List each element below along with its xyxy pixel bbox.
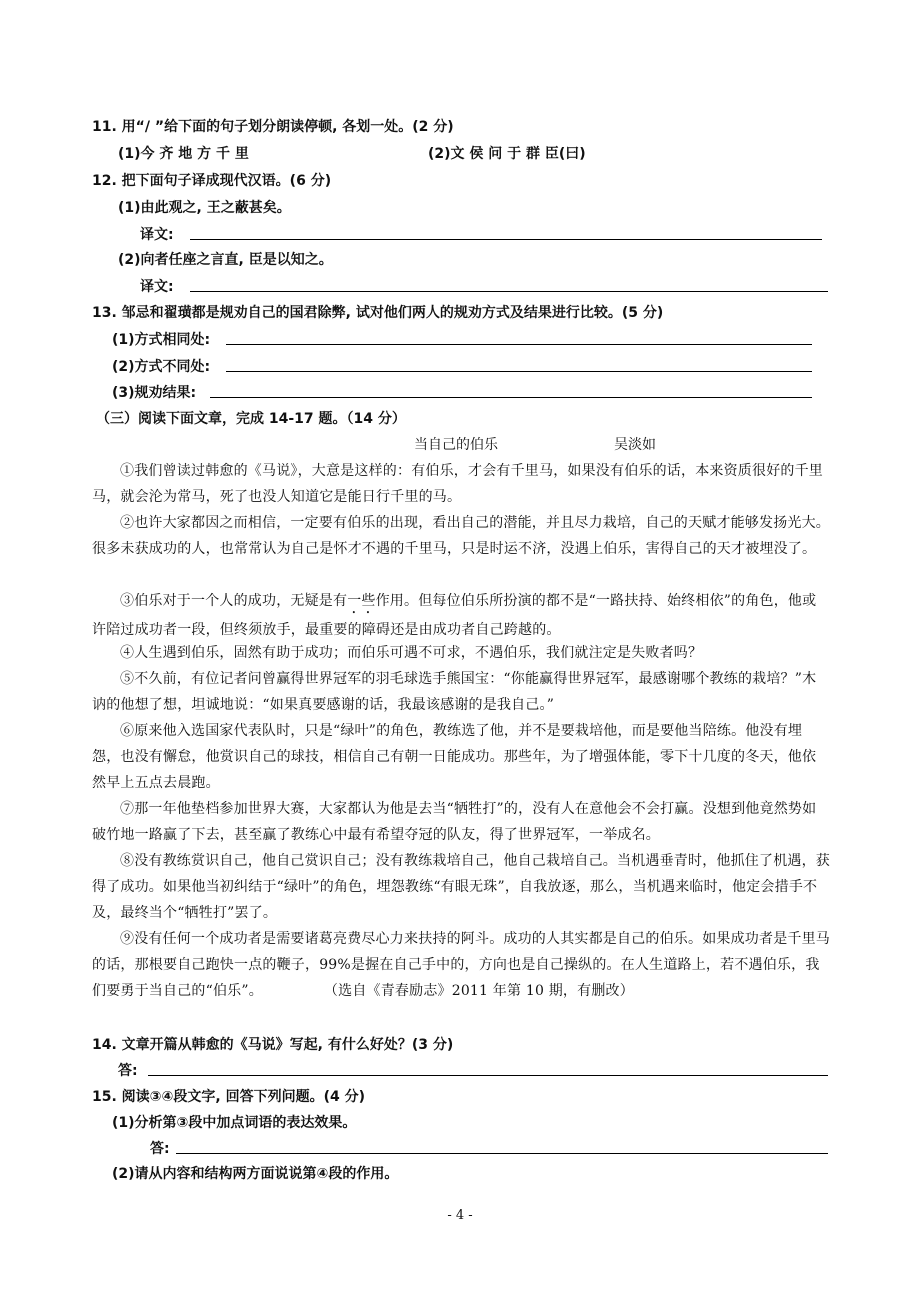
q13-answer-line-2[interactable] <box>226 371 812 372</box>
q13-item-3: (3)规劝结果: <box>112 385 197 401</box>
paragraph-9-text: ⑨没有任何一个成功者是需要诸葛亮费尽心力来扶持的阿斗。成功的人其实都是自己的伯乐。如果成功者是千里马的话，那根要自己跑快一点的鞭子，99%是握在自己手中的，方向也是自己操纵的。在人生道路上，若不遇伯乐，我们要勇于当自己的“伯乐”。 <box>92 931 830 999</box>
q12-answer-line-2[interactable] <box>190 291 828 292</box>
article-paragraph-4: ④人生遇到伯乐，固然有助于成功；而伯乐可遇不可求，不遇伯乐，我们就注定是失败者吗？ <box>120 645 703 661</box>
section-3-heading: （三）阅读下面文章，完成 14-17 题。（14 分） <box>96 411 406 427</box>
q15-title: 15. 阅读③④段文字, 回答下列问题。(4 分) <box>92 1089 365 1105</box>
paragraph-3-part-a: ③伯乐对于一个人的成功，无疑是有 <box>120 593 348 609</box>
article-author: 吴淡如 <box>614 437 656 453</box>
q11-title: 11. 用“/ ”给下面的句子划分朗读停顿, 各划一处。(2 分) <box>92 119 454 135</box>
q13-answer-line-1[interactable] <box>226 344 812 345</box>
paragraph-3-part-b: 作用。但每位伯乐所扮演的都不是“一路扶持、始终相依”的角色，他或许陪过成功者一段，但终须放手，最重要的障碍还是由成功者自己跨越的。 <box>92 593 817 638</box>
article-paragraph-3 <box>92 588 830 643</box>
article-paragraph-7: ⑦那一年他垫档参加世界大赛，大家都认为他是去当“牺牲打”的，没有人在意他会不会打赢。没想到他竟然势如破竹地一路赢了下去，甚至赢了教练心中最有希望夺冠的队友，得了世界冠军，一举成名。 <box>92 801 817 843</box>
q15-item-2: (2)请从内容和结构两方面说说第④段的作用。 <box>112 1166 399 1182</box>
q14-answer-line[interactable] <box>148 1075 828 1076</box>
q15-answer-label: 答: <box>150 1141 170 1157</box>
q11-sentence-2: (2)文 侯 问 于 群 臣(曰) <box>428 146 586 162</box>
article-paragraph-5: ⑤不久前，有位记者问曾赢得世界冠军的羽毛球选手熊国宝：“你能赢得世界冠军，最感谢哪个教练的栽培？”木讷的他想了想，坦诚地说：“如果真要感谢的话，我最该感谢的是我自己。” <box>92 671 817 713</box>
article-paragraph-9 <box>92 926 830 1004</box>
q12-translation-label-1: 译文: <box>140 227 174 243</box>
q13-item-2: (2)方式不同处: <box>112 359 211 375</box>
dotted-word: 一些 <box>347 593 376 609</box>
article-paragraph-2: ②也许大家都因之而相信，一定要有伯乐的出现，看出自己的潜能，并且尽力栽培，自己的天赋才能够发扬光大。很多未获成功的人，也常常认为自己是怀才不遇的千里马，只是时运不济，没遇上伯乐，害得自己的天才被埋没了。 <box>92 515 830 557</box>
q13-title: 13. 邹忌和翟璜都是规劝自己的国君除弊, 试对他们两人的规劝方式及结果进行比较。(5 分) <box>92 305 664 321</box>
q13-item-1: (1)方式相同处: <box>112 332 211 348</box>
article-title: 当自己的伯乐 <box>414 437 498 453</box>
q15-answer-line[interactable] <box>176 1153 828 1154</box>
article-paragraph-8: ⑧没有教练赏识自己，他自己赏识自己；没有教练栽培自己，他自己栽培自己。当机遇垂青时，他抓住了机遇，获得了成功。如果他当初纠结于“绿叶”的角色，埋怨教练“有眼无珠”，自我放逐，那么，当机遇来临时，他定会措手不及，最终当个“牺牲打”罢了。 <box>92 853 830 921</box>
article-source: （选自《青春励志》2011 年第 10 期，有删改） <box>330 983 634 999</box>
page-number: - 4 - <box>447 1208 473 1223</box>
article-paragraph-1: ①我们曾读过韩愈的《马说》，大意是这样的：有伯乐，才会有千里马，如果没有伯乐的话，本来资质很好的千里马，就会沦为常马，死了也没人知道它是能日行千里的马。 <box>92 463 823 505</box>
q12-title: 12. 把下面句子译成现代汉语。(6 分) <box>92 173 332 189</box>
q12-translation-label-2: 译文: <box>140 279 174 295</box>
q12-answer-line-1[interactable] <box>190 239 822 240</box>
q11-sentence-1: (1)今 齐 地 方 千 里 <box>118 146 249 162</box>
q14-title: 14. 文章开篇从韩愈的《马说》写起, 有什么好处？(3 分) <box>92 1037 454 1053</box>
q13-answer-line-3[interactable] <box>210 397 812 398</box>
q12-sentence-1: (1)由此观之, 王之蔽甚矣。 <box>118 200 291 216</box>
q15-item-1: (1)分析第③段中加点词语的表达效果。 <box>112 1115 357 1131</box>
q12-sentence-2: (2)向者任座之言直, 臣是以知之。 <box>118 252 333 268</box>
q14-answer-label: 答: <box>118 1063 138 1079</box>
article-paragraph-6: ⑥原来他入选国家代表队时，只是“绿叶”的角色，教练选了他，并不是要栽培他，而是要他当陪练。他没有埋怨，也没有懈怠，他赏识自己的球技，相信自己有朝一日能成功。那些年，为了增强体能，零下十几度的冬天，他依然早上五点去晨跑。 <box>92 723 817 791</box>
